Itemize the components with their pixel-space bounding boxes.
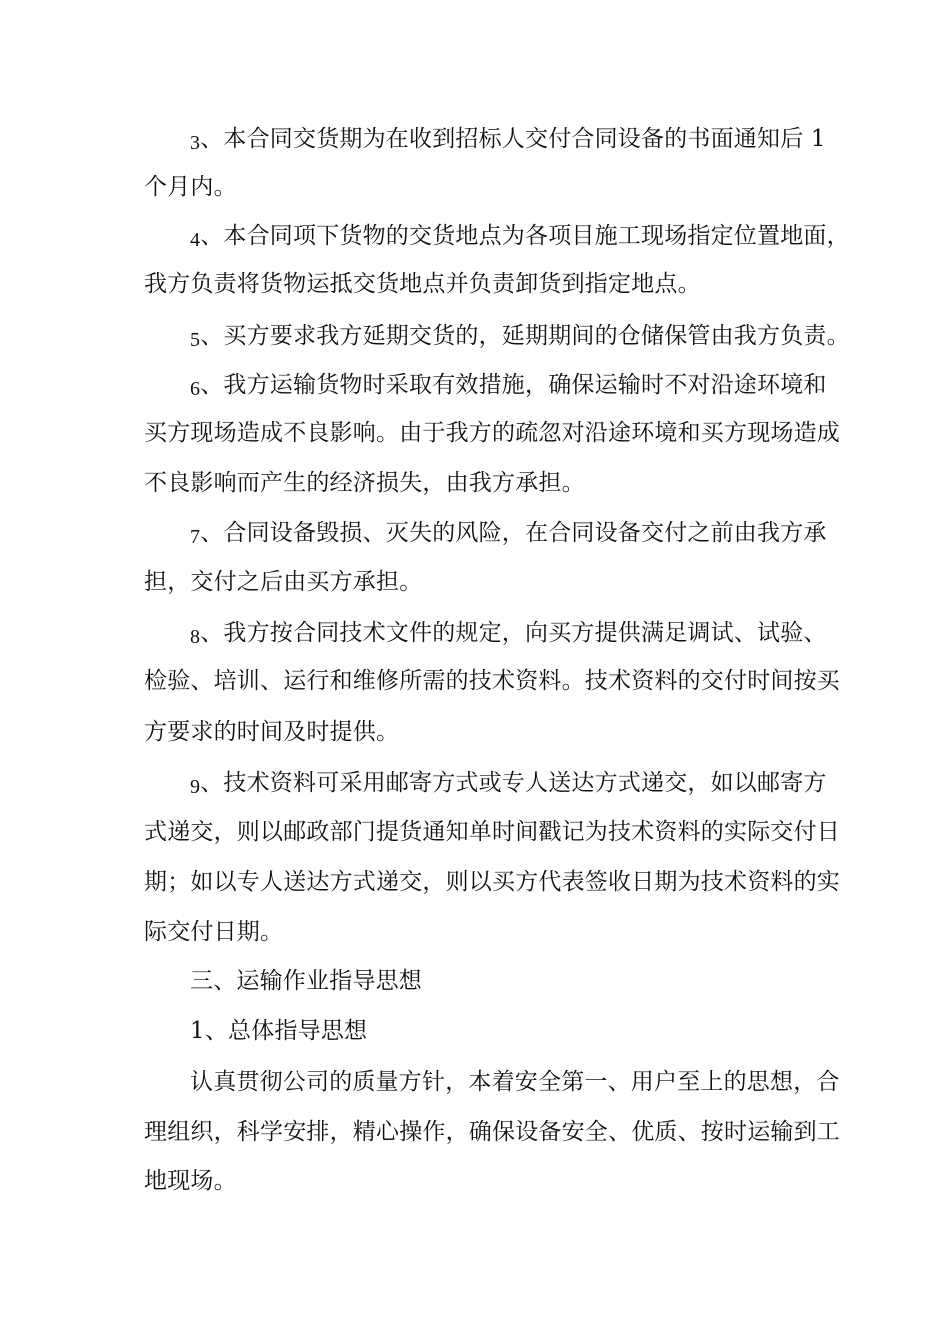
line-text: 、本合同交货期为在收到招标人交付合同设备的书面通知后 1	[200, 126, 826, 152]
item-number: 9	[190, 776, 201, 798]
line-text: 、买方要求我方延期交货的，延期期间的仓储保管由我方负责。	[200, 323, 850, 349]
body-paragraph-line-3: 地现场。	[144, 1168, 237, 1194]
paragraph-9-line-4: 际交付日期。	[144, 919, 284, 945]
line-text: 、我方按合同技术文件的规定，向买方提供满足调试、试验、	[200, 620, 827, 646]
body-paragraph-line-1: 认真贯彻公司的质量方针，本着安全第一、用户至上的思想，合	[190, 1069, 840, 1095]
body-paragraph-line-2: 理组织，科学安排，精心操作，确保设备安全、优质、按时运输到工	[144, 1119, 840, 1145]
paragraph-9-line-1	[190, 768, 827, 799]
paragraph-3-line-1	[190, 124, 826, 155]
item-number: 5	[190, 329, 201, 351]
line-text: 、我方运输货物时采取有效措施，确保运输时不对沿途环境和	[200, 372, 827, 398]
section-heading: 三、运输作业指导思想	[190, 968, 422, 994]
paragraph-9-line-3: 期；如以专人送达方式递交，则以买方代表签收日期为技术资料的实	[144, 869, 840, 895]
line-text: 、技术资料可采用邮寄方式或专人送达方式递交，如以邮寄方	[200, 770, 827, 796]
paragraph-7-line-2: 担，交付之后由买方承担。	[144, 569, 423, 595]
item-number: 6	[190, 378, 201, 400]
item-number: 4	[190, 229, 201, 251]
paragraph-8-line-2: 检验、培训、运行和维修所需的技术资料。技术资料的交付时间按买	[144, 668, 840, 694]
paragraph-9-line-2: 式递交，则以邮政部门提货通知单时间戳记为技术资料的实际交付日	[144, 819, 840, 845]
paragraph-3-line-2: 个月内。	[144, 174, 237, 200]
paragraph-4-line-2: 我方负责将货物运抵交货地点并负责卸货到指定地点。	[144, 271, 701, 297]
paragraph-8-line-3: 方要求的时间及时提供。	[144, 719, 400, 745]
paragraph-5-line-1	[190, 321, 850, 352]
subsection-heading: 1、总体指导思想	[190, 1018, 368, 1044]
item-number: 3	[190, 132, 201, 154]
line-text: 、合同设备毁损、灭失的风险，在合同设备交付之前由我方承	[200, 520, 827, 546]
item-number: 8	[190, 626, 201, 648]
paragraph-4-line-1	[190, 221, 850, 252]
paragraph-6-line-1	[190, 370, 827, 401]
paragraph-6-line-2: 买方现场造成不良影响。由于我方的疏忽对沿途环境和买方现场造成	[144, 420, 840, 446]
paragraph-6-line-3: 不良影响而产生的经济损失，由我方承担。	[144, 470, 585, 496]
paragraph-8-line-1	[190, 618, 827, 649]
line-text: 、本合同项下货物的交货地点为各项目施工现场指定位置地面，	[200, 223, 850, 249]
paragraph-7-line-1	[190, 518, 827, 549]
item-number: 7	[190, 526, 201, 548]
